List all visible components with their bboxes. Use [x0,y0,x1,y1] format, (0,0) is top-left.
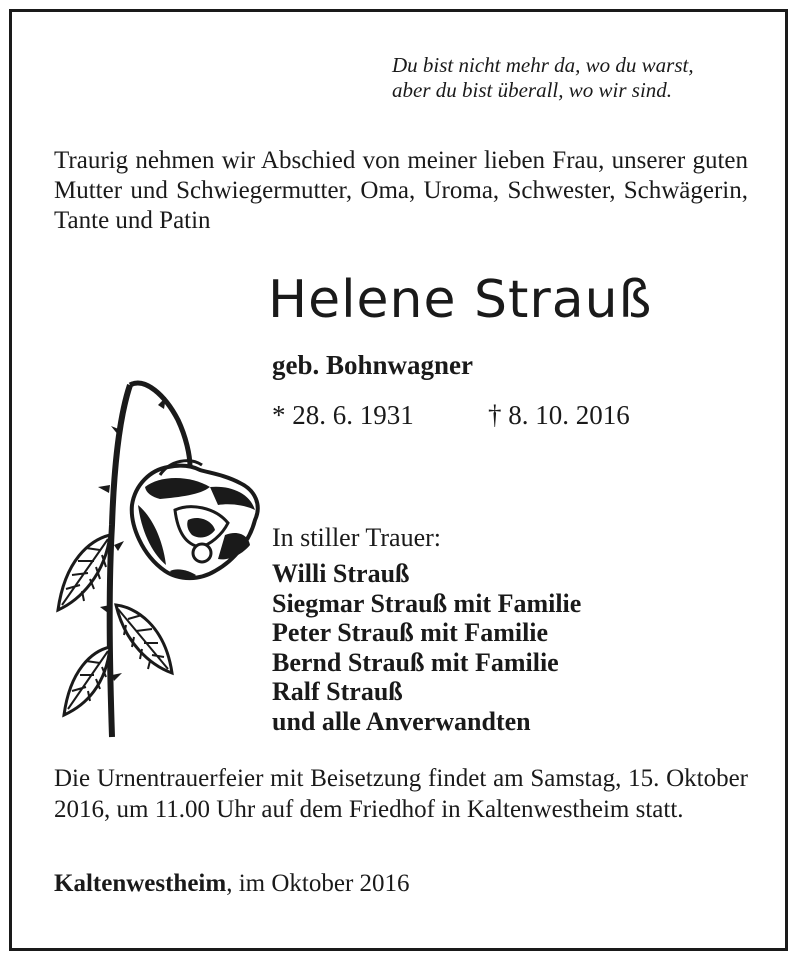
rose-icon [50,375,280,745]
rose-blossom [132,461,258,579]
mourner-name: Bernd Strauß mit Familie [272,647,559,677]
death-date: † 8. 10. 2016 [488,400,630,430]
maiden-name: geb. Bohnwagner [272,350,474,380]
quote-line-1: Du bist nicht mehr da, wo du warst, [392,53,694,77]
place-name: Kaltenwestheim [54,870,227,897]
ceremony-text: Die Urnentrauerfeier mit Beisetzung findet am Samstag, 15. Oktober 2016, um 11.00 Uhr auf dem Friedhof in Kaltenwestheim statt. [54,765,748,823]
closing-date: , im Oktober 2016 [226,870,410,897]
intro-text: Traurig nehmen wir Abschied von meiner lieben Frau, unserer guten Mutter und Schwiegermutter, Oma, Uroma, Schwester, Schwägerin, Tante und Patin [54,147,748,234]
mourners-list [272,559,581,736]
mourner-name: Willi Strauß [272,559,410,588]
mourner-name: Ralf Strauß [272,677,403,706]
mourner-name: und alle Anverwandten [272,706,531,736]
memorial-quote [392,53,792,103]
mourner-name: Siegmar Strauß mit Familie [272,588,582,618]
mourning-label: In stiller Trauer: [272,523,441,552]
place-date-line [54,870,410,898]
quote-line-2: aber du bist überall, wo wir sind. [392,78,673,102]
deceased-name: Helene Strauß [268,270,653,330]
birth-date: * 28. 6. 1931 [272,400,414,430]
mourner-name: Peter Strauß mit Familie [272,618,549,647]
